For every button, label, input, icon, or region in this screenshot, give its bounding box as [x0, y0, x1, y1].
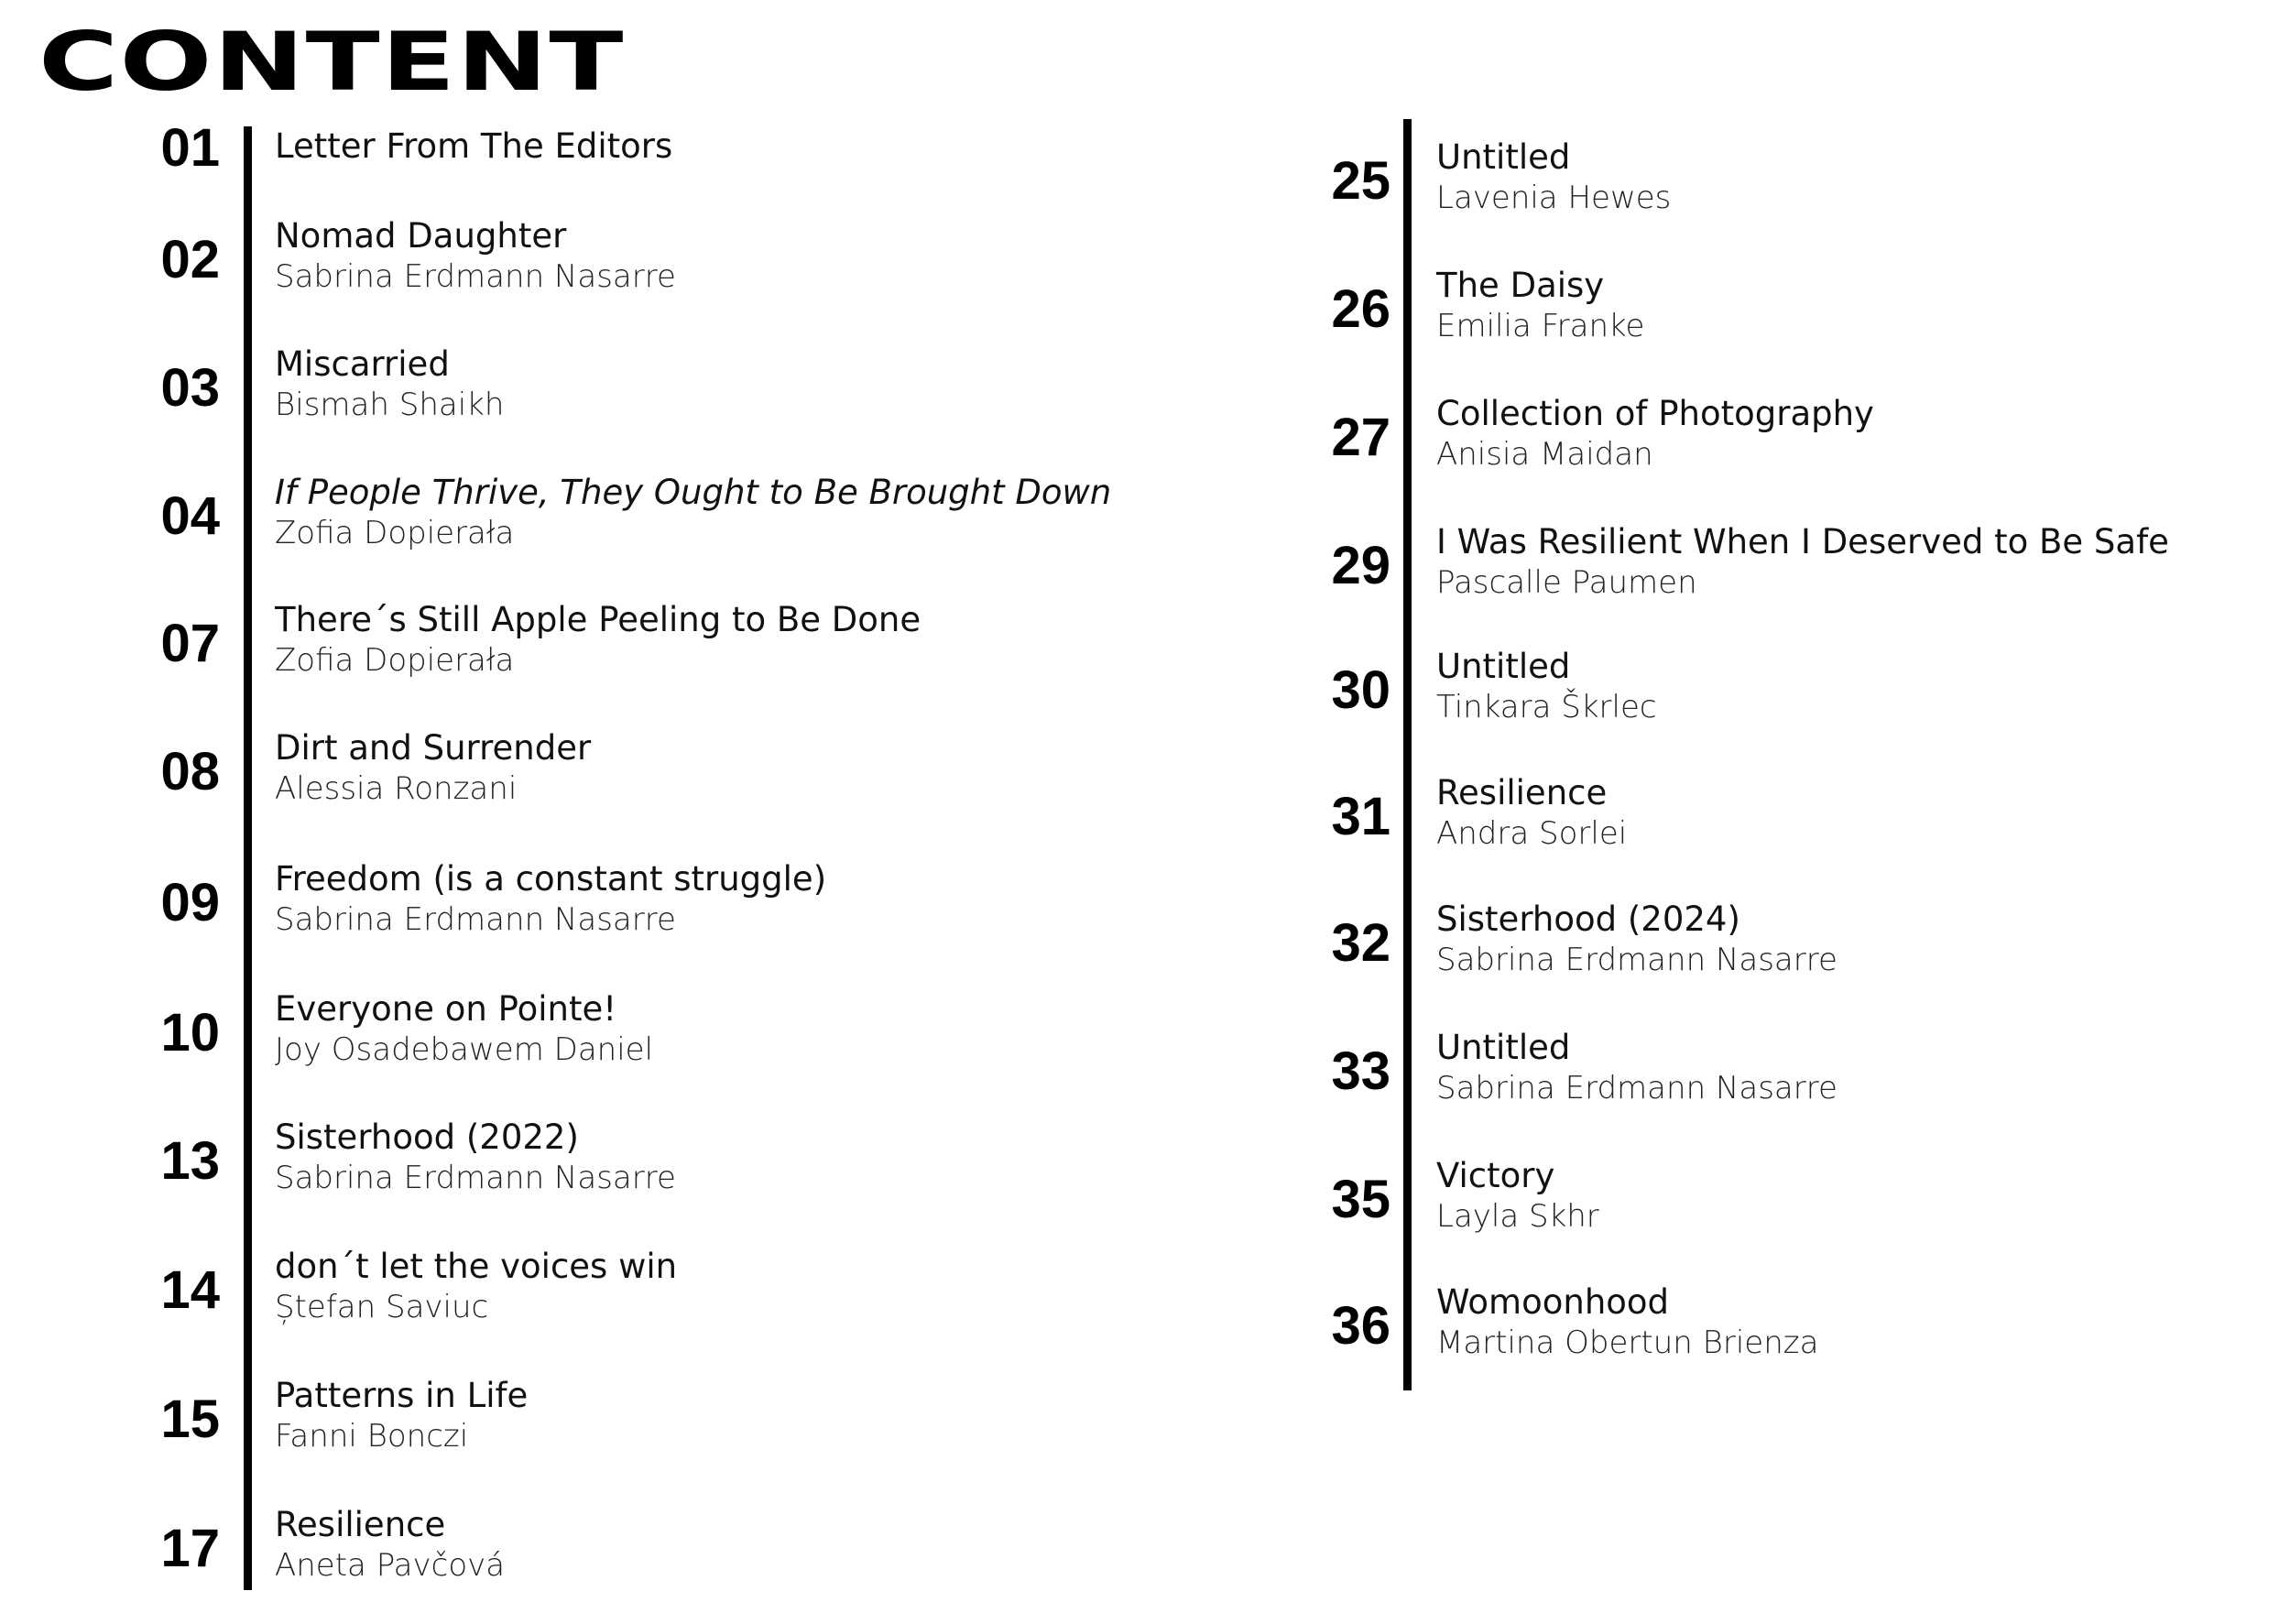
- entry-title: Letter From The Editors: [275, 126, 673, 166]
- entry-title: Sisterhood (2022): [275, 1117, 579, 1157]
- entry-title: Freedom (is a constant struggle): [275, 859, 827, 899]
- left-divider-rule: [244, 126, 252, 1590]
- entry-author: Andra Sorlei: [1436, 815, 1628, 852]
- entry-title: Victory: [1436, 1156, 1555, 1195]
- page-number: 17: [160, 1519, 220, 1578]
- page-number: 35: [1331, 1170, 1390, 1229]
- entry-title: Untitled: [1436, 137, 1571, 177]
- page-number: 02: [160, 230, 220, 289]
- page-number: 07: [160, 614, 220, 673]
- entry-author: Sabrina Erdmann Nasarre: [1436, 942, 1837, 978]
- entry-title: Resilience: [1436, 773, 1608, 812]
- entry-author: Tinkara Škrlec: [1436, 689, 1657, 725]
- entry-author: Zofia Dopierała: [275, 515, 515, 551]
- page-number: 33: [1331, 1041, 1390, 1101]
- entry-title: Miscarried: [275, 344, 450, 384]
- entry-author: Fanni Bonczi: [275, 1418, 469, 1455]
- entry-title: Nomad Daughter: [275, 216, 567, 256]
- entry-author: Anisia Maidan: [1436, 436, 1653, 473]
- entry-title: If People Thrive, They Ought to Be Brought Down: [275, 473, 1112, 512]
- page-number: 13: [160, 1131, 220, 1191]
- entry-title: I Was Resilient When I Deserved to Be Safe: [1436, 522, 2169, 561]
- entry-author: Martina Obertun Brienza: [1436, 1324, 1819, 1361]
- page-number: 30: [1331, 660, 1390, 720]
- entry-author: Layla Skhr: [1436, 1198, 1599, 1235]
- entry-author: Pascalle Paumen: [1436, 564, 1697, 601]
- entry-title: Everyone on Pointe!: [275, 989, 617, 1029]
- entry-title: The Daisy: [1436, 266, 1605, 305]
- page-number: 29: [1331, 536, 1390, 595]
- page-title: CONTENT: [38, 15, 625, 109]
- entry-title: There´s Still Apple Peeling to Be Done: [275, 600, 921, 639]
- page-number: 25: [1331, 151, 1390, 211]
- entry-author: Aneta Pavčová: [275, 1547, 506, 1584]
- entry-author: Sabrina Erdmann Nasarre: [1436, 1070, 1837, 1106]
- entry-author: Ștefan Saviuc: [275, 1289, 489, 1325]
- entry-title: don´t let the voices win: [275, 1247, 678, 1286]
- entry-title: Untitled: [1436, 1028, 1571, 1067]
- entry-author: Alessia Ronzani: [275, 770, 518, 807]
- entry-title: Patterns in Life: [275, 1376, 529, 1415]
- page-number: 14: [160, 1260, 220, 1320]
- page-number: 09: [160, 873, 220, 932]
- page-number: 04: [160, 486, 220, 546]
- entry-title: Resilience: [275, 1505, 446, 1544]
- page-number: 03: [160, 358, 220, 418]
- entry-title: Untitled: [1436, 647, 1571, 686]
- entry-title: Collection of Photography: [1436, 394, 1874, 433]
- entry-title: Womoonhood: [1436, 1282, 1670, 1322]
- page-number: 26: [1331, 279, 1390, 339]
- right-divider-rule: [1403, 119, 1412, 1390]
- entry-author: Sabrina Erdmann Nasarre: [275, 901, 676, 938]
- entry-author: Sabrina Erdmann Nasarre: [275, 258, 676, 295]
- entry-author: Sabrina Erdmann Nasarre: [275, 1160, 676, 1196]
- page-number: 01: [160, 118, 220, 178]
- page-number: 36: [1331, 1296, 1390, 1356]
- page-number: 08: [160, 742, 220, 801]
- page-number: 31: [1331, 787, 1390, 846]
- entry-title: Dirt and Surrender: [275, 728, 592, 768]
- entry-author: Lavenia Hewes: [1436, 180, 1672, 216]
- entry-author: Bismah Shaikh: [275, 387, 505, 423]
- page-number: 32: [1331, 913, 1390, 973]
- entry-title: Sisterhood (2024): [1436, 899, 1740, 939]
- page-number: 27: [1331, 408, 1390, 467]
- entry-author: Emilia Franke: [1436, 308, 1645, 344]
- page-number: 10: [160, 1003, 220, 1063]
- entry-author: Joy Osadebawem Daniel: [275, 1031, 654, 1068]
- entry-author: Zofia Dopierała: [275, 642, 515, 679]
- page-number: 15: [160, 1390, 220, 1449]
